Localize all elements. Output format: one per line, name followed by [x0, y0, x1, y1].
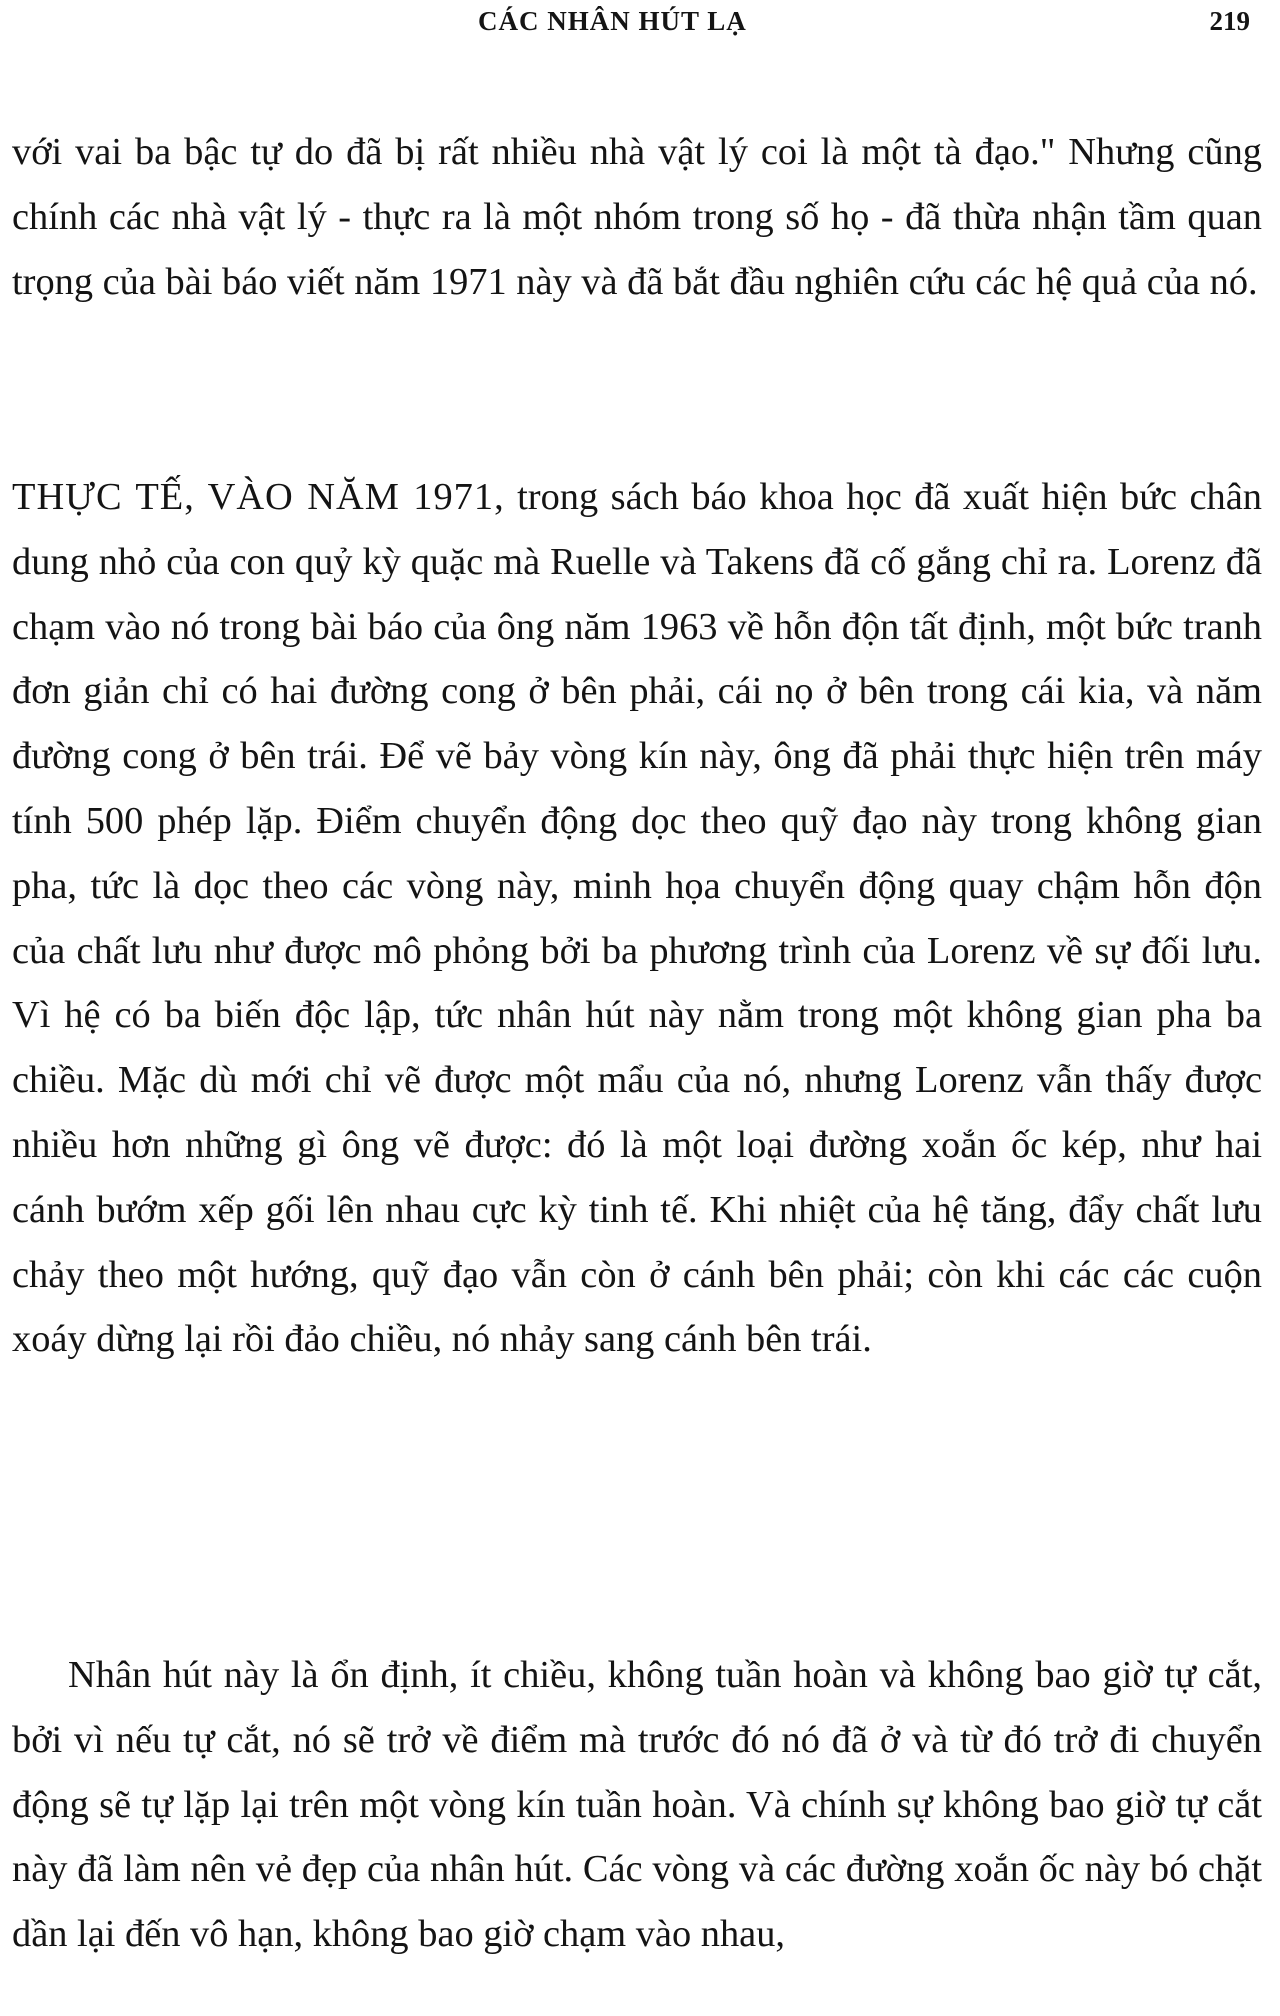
- paragraph-text: trong sách báo khoa học đã xuất hiện bức chân dung nhỏ của con quỷ kỳ quặc mà Ruelle và Takens đã cố gắng chỉ ra. Lorenz đã chạm vào nó trong bài báo của ông năm 1963 về hỗn độn tất định, một bức tranh đơn giản chỉ có hai đường cong ở bên phải, cái nọ ở bên trong cái kia, và năm đường cong ở bên trái. Để vẽ bảy vòng kín này, ông đã phải thực hiện trên máy tính 500 phép lặp. Điểm chuyển động dọc theo quỹ đạo này trong không gian pha, tức là dọc theo các vòng này, minh họa chuyển động quay chậm hỗn độn của chất lưu như được mô phỏng bởi ba phương trình của Lorenz về sự đối lưu. Vì hệ có ba biến độc lập, tức nhân hút này nằm trong một không gian pha ba chiều. Mặc dù mới chỉ vẽ được một mẩu của nó, nhưng Lorenz vẫn thấy được nhiều hơn những gì ông vẽ được: đó là một loại đường xoắn ốc kép, như hai cánh bướm xếp gối lên nhau cực kỳ tinh tế. Khi nhiệt của hệ tăng, đẩy chất lưu chảy theo một hướng, quỹ đạo vẫn còn ở cánh bên phải; còn khi các các cuộn xoáy dừng lại rồi đảo chiều, nó nhảy sang cánh bên trái.: [12, 476, 1262, 1361]
- chapter-title: CÁC NHÂN HÚT LẠ: [478, 6, 747, 36]
- paragraph-text: Nhân hút này là ổn định, ít chiều, không tuần hoàn và không bao giờ tự cắt, bởi vì nếu tự cắt, nó sẽ trở về điểm mà trước đó nó đã ở và từ đó trở đi chuyển động sẽ tự lặp lại trên một vòng kín tuần hoàn. Và chính sự không bao giờ tự cắt này đã làm nên vẻ đẹp của nhân hút. Các vòng và các đường xoắn ốc này bó chặt dần lại đến vô hạn, không bao giờ chạm vào nhau,: [12, 1654, 1262, 1956]
- page-number: 219: [1209, 6, 1250, 36]
- paragraph: [12, 1643, 1262, 1967]
- running-header: [0, 6, 1280, 46]
- paragraph: [12, 465, 1262, 1372]
- paragraph: [12, 120, 1262, 314]
- section-lead-in: THỰC TẾ, VÀO NĂM 1971,: [12, 476, 505, 518]
- paragraph-text: với vai ba bậc tự do đã bị rất nhiều nhà vật lý coi là một tà đạo." Nhưng cũng chính các nhà vật lý - thực ra là một nhóm trong số họ - đã thừa nhận tầm quan trọng của bài báo viết năm 1971 này và đã bắt đầu nghiên cứu các hệ quả của nó.: [12, 131, 1262, 303]
